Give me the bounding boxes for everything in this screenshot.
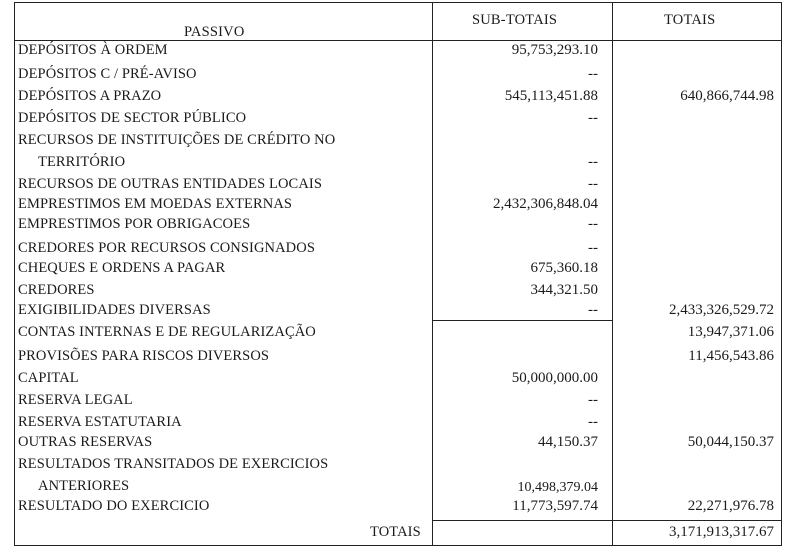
row-subtotal: 11,773,597.74 [512,498,598,514]
row-subtotal: -- [588,392,598,408]
table-row [14,414,782,436]
row-total: 13,947,371.06 [687,324,774,340]
totals-row [14,524,782,546]
row-label: CHEQUES E ORDENS A PAGAR [18,260,226,276]
row-subtotal: 95,753,293.10 [511,42,598,58]
totals-label: TOTAIS [370,524,421,540]
table-row [14,348,782,370]
row-label: ANTERIORES [38,478,130,494]
header-divider [14,40,782,41]
table-row [14,110,782,132]
table-row [14,282,782,304]
table-row [14,154,782,176]
table-row [14,324,782,346]
row-label: RESERVA LEGAL [18,392,133,408]
row-total: 50,044,150.37 [687,434,774,450]
row-label: RESULTADO DO EXERCICIO [18,498,210,514]
row-label: EXIGIBILIDADES DIVERSAS [18,302,211,318]
row-total: 22,271,976.78 [687,498,774,514]
balance-sheet-passivo [14,2,782,546]
table-row [14,498,782,520]
row-label: CREDORES POR RECURSOS CONSIGNADOS [18,240,315,256]
table-row [14,302,782,324]
row-subtotal: 545,113,451.88 [504,88,598,104]
table-row [14,176,782,198]
row-subtotal: 10,498,379.04 [517,480,598,495]
row-subtotal: 344,321.50 [530,282,598,298]
row-subtotal: 675,360.18 [530,260,598,276]
row-total: 11,456,543.86 [688,348,774,364]
row-label: RECURSOS DE INSTITUIÇÕES DE CRÉDITO NO [18,132,336,148]
row-label: TERRITÓRIO [38,154,126,170]
row-label: RESERVA ESTATUTARIA [18,414,182,430]
table-row [14,456,782,478]
table-row [14,240,782,262]
table-row [14,196,782,218]
header-subtotais: SUB-TOTAIS [472,12,558,28]
row-subtotal: 50,000,000.00 [511,370,598,386]
row-label: DEPÓSITOS À ORDEM [18,42,168,58]
row-subtotal: -- [588,66,598,82]
row-subtotal: -- [588,240,598,256]
row-label: DEPÓSITOS DE SECTOR PÚBLICO [18,110,247,126]
row-label: RESULTADOS TRANSITADOS DE EXERCICIOS [18,456,329,472]
row-subtotal: -- [588,154,598,170]
row-subtotal: -- [588,176,598,192]
table-row [14,260,782,282]
table-row [14,42,782,64]
footer-top-border [432,520,782,521]
row-subtotal: -- [588,414,598,430]
row-total: 640,866,744.98 [680,88,774,104]
row-label: EMPRESTIMOS EM MOEDAS EXTERNAS [18,196,293,212]
top-border [14,2,782,3]
header-passivo: PASSIVO [184,24,245,40]
row-label: RECURSOS DE OUTRAS ENTIDADES LOCAIS [18,176,322,192]
table-row [14,392,782,414]
table-row [14,66,782,88]
row-total: 2,433,326,529.72 [669,302,774,318]
table-row [14,132,782,154]
row-label: EMPRESTIMOS POR OBRIGACOES [18,216,251,232]
row-subtotal: 2,432,306,848.04 [493,196,598,212]
row-subtotal: -- [588,110,598,126]
table-row [14,370,782,392]
row-subtotal: -- [588,302,598,318]
grand-total: 3,171,913,317.67 [669,524,774,540]
row-label: CONTAS INTERNAS E DE REGULARIZAÇÃO [18,324,316,340]
row-label: CREDORES [18,282,95,298]
header-totais: TOTAIS [664,12,716,28]
row-subtotal: -- [588,216,598,232]
row-label: OUTRAS RESERVAS [18,434,153,450]
row-label: DEPÓSITOS C / PRÉ-AVISO [18,66,197,82]
table-row [14,434,782,456]
row-label: CAPITAL [18,370,79,386]
table-row [14,216,782,238]
row-label: DEPÓSITOS A PRAZO [18,88,162,104]
table-row [14,88,782,110]
table-row [14,478,782,500]
row-subtotal: 44,150.37 [538,434,598,450]
row-label: PROVISÕES PARA RISCOS DIVERSOS [18,348,270,364]
